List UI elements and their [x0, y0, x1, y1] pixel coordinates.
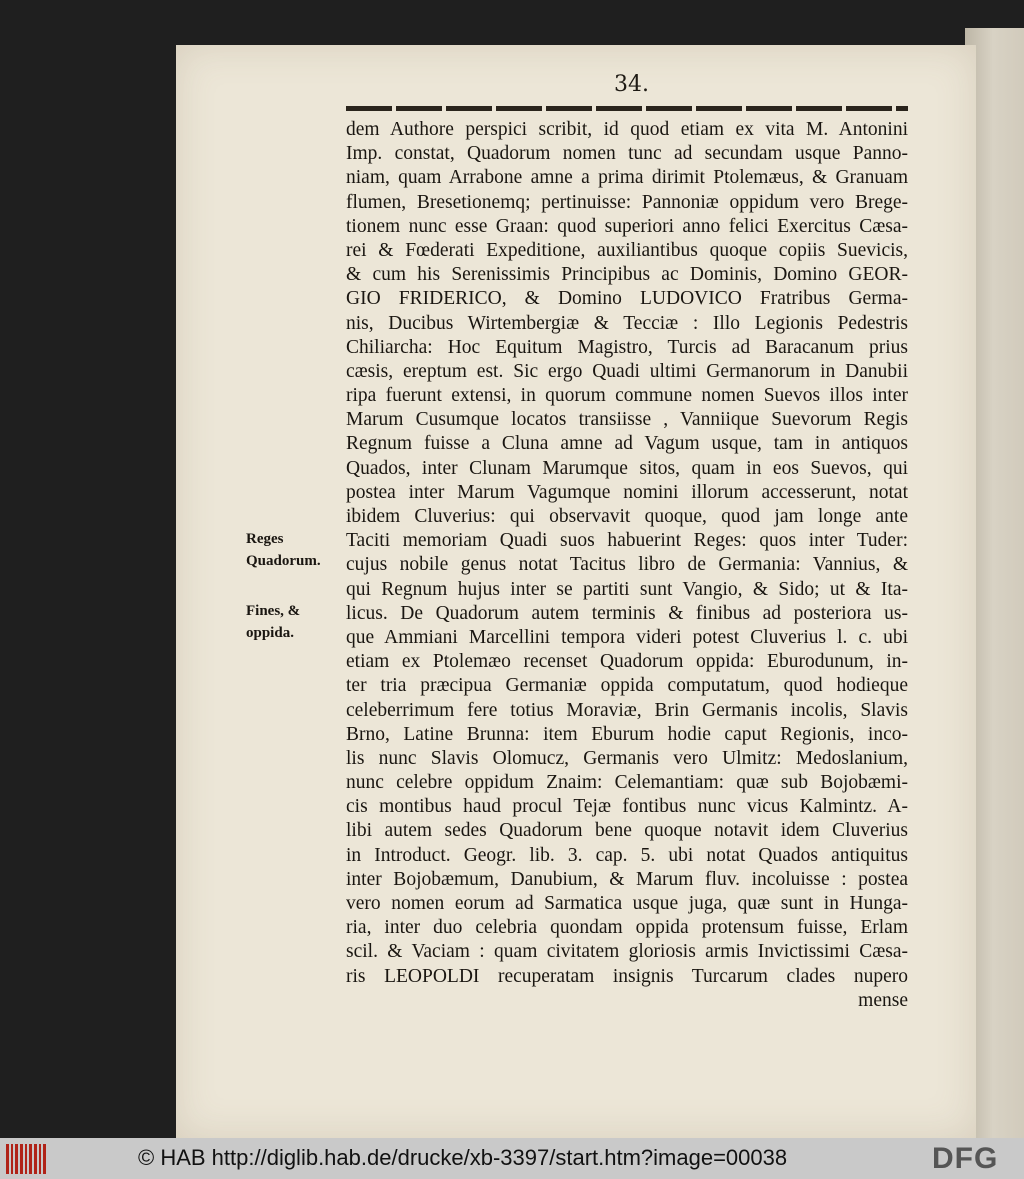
margin-note-fines: Fines, & oppida.: [246, 603, 301, 641]
text-line: Brno, Latine Brunna: item Eburum hodie caput Regionis, inco-: [346, 723, 908, 745]
text-line: Regnum fuisse a Cluna amne ad Vagum usque, tam in antiquos: [346, 433, 908, 455]
text-line: Quados, inter Clunam Marumque sitos, quam in eos Suevos, qui: [346, 457, 908, 479]
text-line: qui Regnum hujus inter se partiti sunt Vangio, & Sido; ut & Ita-: [346, 578, 908, 600]
text-line: tionem nunc esse Graan: quod superiori anno felici Exercitus Cæsa-: [346, 215, 908, 237]
text-line: nunc celebre oppidum Znaim: Celemantiam: quæ sub Bojobæmi-: [346, 772, 908, 794]
text-line: cæsis, ereptum est. Sic ergo Quadi ultimi Germanorum in Danubii: [346, 360, 908, 382]
page-number: 34.: [614, 72, 649, 97]
text-line: cis montibus haud procul Tejæ fontibus nunc vicus Kalmintz. A-: [346, 796, 908, 818]
text-line: in Introduct. Geogr. lib. 3. cap. 5. ubi notat Quados antiquitus: [346, 844, 908, 866]
text-line: inter Bojobæmum, Danubium, & Marum fluv. incoluisse : postea: [346, 868, 908, 890]
text-line: GIO FRIDERICO, & Domino LUDOVICO Fratribus Germa-: [346, 288, 908, 310]
text-line: nis, Ducibus Wirtembergiæ & Tecciæ : Illo Legionis Pedestris: [346, 312, 908, 334]
text-line: ris LEOPOLDI recuperatam insignis Turcarum clades nupero: [346, 965, 908, 987]
hab-logo-icon: [6, 1144, 46, 1174]
text-line: ibidem Cluverius: qui observavit quoque, quod jam longe ante: [346, 506, 908, 527]
header-rule: [346, 106, 908, 111]
text-line: celeberrimum fere totius Moraviæ, Brin Germanis incolis, Slavis: [346, 699, 908, 721]
text-line: cujus nobile genus notat Tacitus libro de Germania: Vannius, &: [346, 554, 908, 576]
text-line: que Ammiani Marcellini tempora videri potest Cluverius l. c. ubi: [346, 626, 908, 648]
text-line: licus. De Quadorum autem terminis & finibus ad posteriora us-: [346, 602, 908, 624]
text-line: Taciti memoriam Quadi suos habuerint Reges: quos inter Tuder:: [346, 530, 908, 552]
text-line: ria, inter duo celebria quondam oppida protensum fuisse, Erlam: [346, 917, 908, 939]
text-line: ter tria præcipua Germaniæ oppida computatum, quod hodieque: [346, 675, 908, 697]
text-line: Marum Cusumque locatos transiisse , Vanniique Suevorum Regis: [346, 409, 908, 431]
text-line: scil. & Vaciam : quam civitatem gloriosis armis Invictissimi Cæsa-: [346, 941, 908, 963]
text-line: flumen, Bresetionemq; pertinuisse: Pannoniæ oppidum vero Brege-: [346, 191, 908, 213]
body-text: [346, 118, 908, 1013]
text-line: vero nomen eorum ad Sarmatica usque juga, quæ sunt in Hunga-: [346, 893, 908, 914]
text-line: dem Authore perspici scribit, id quod etiam ex vita M. Antonini: [346, 119, 908, 140]
text-line: etiam ex Ptolemæo recenset Quadorum oppida: Eburodunum, in-: [346, 651, 908, 673]
text-line: Chiliarcha: Hoc Equitum Magistro, Turcis ad Baracanum prius: [346, 336, 908, 358]
text-line: ripa fuerunt extensi, in quorum commune nomen Suevos illos inter: [346, 385, 908, 407]
text-line: postea inter Marum Vagumque nomini illorum accesserunt, notat: [346, 481, 908, 503]
margin-note-reges: Reges Quadorum.: [246, 531, 321, 569]
footer-bar: [0, 1138, 1024, 1179]
text-line: Imp. constat, Quadorum nomen tunc ad secundam usque Panno-: [346, 143, 908, 165]
text-line: rei & Fœderati Expeditione, auxiliantibus quoque copiis Suevicis,: [346, 239, 908, 261]
text-line: lis nunc Slavis Olomucz, Germanis vero Ulmitz: Medoslanium,: [346, 747, 908, 769]
footer-citation: © HAB http://diglib.hab.de/drucke/xb-3397/start.htm?image=00038: [138, 1145, 788, 1170]
text-line: mense: [858, 989, 908, 1011]
text-line: niam, quam Arrabone amne a prima dirimit Ptolemæus, & Granuam: [346, 167, 908, 189]
text-line: libi autem sedes Quadorum bene quoque notavit idem Cluverius: [346, 820, 908, 842]
text-line: & cum his Serenissimis Principibus ac Dominis, Domino GEOR-: [346, 264, 908, 286]
dfg-logo: DFG: [932, 1142, 999, 1175]
